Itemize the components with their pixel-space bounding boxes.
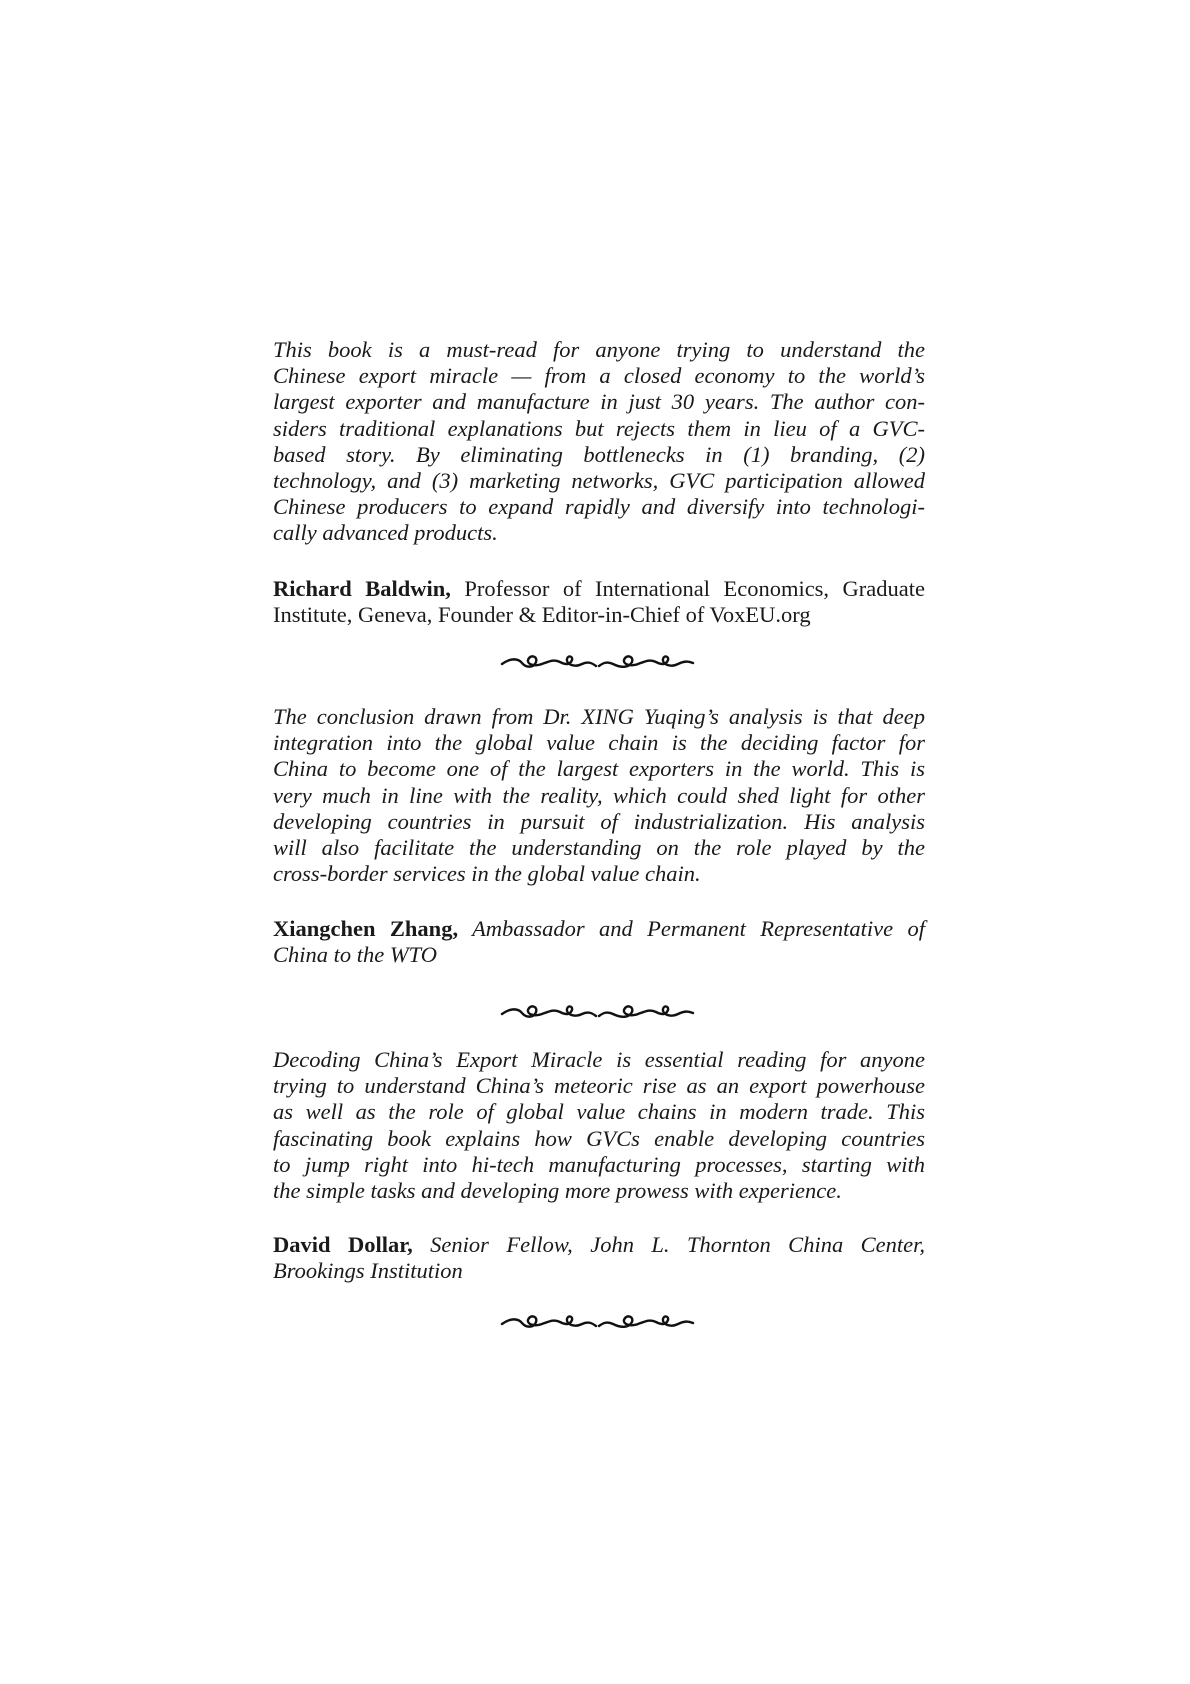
- quote-line: fascinating book explains how GVCs enable developing countries: [273, 1125, 925, 1151]
- attribution-line: [273, 1258, 925, 1284]
- quote-line: as well as the role of global value chains in modern trade. This: [273, 1099, 925, 1125]
- quote-line: The conclusion drawn from Dr. XING Yuqing’s analysis is that deep: [273, 704, 925, 729]
- ornament-divider-icon: [500, 1310, 695, 1334]
- endorsement-attribution: [273, 916, 925, 968]
- endorsement-attribution: [273, 576, 925, 628]
- quote-line: trying to understand China’s meteoric rise as an export powerhouse: [273, 1073, 925, 1099]
- quote-line: based story. By eliminating bottlenecks in (1) branding, (2): [273, 441, 925, 467]
- quote-line: very much in line with the reality, which could shed light for other: [273, 782, 925, 808]
- quote-line: to jump right into hi-tech manufacturing processes, starting with: [273, 1151, 925, 1177]
- quote-line: Chinese producers to expand rapidly and diversify into technologi-: [273, 494, 925, 520]
- author-title: Institute, Geneva, Founder & Editor-in-Chief of VoxEU.org: [273, 602, 811, 628]
- quote-line: integration into the global value chain is the deciding factor for: [273, 730, 925, 756]
- quote-line: China to become one of the largest exporters in the world. This is: [273, 756, 925, 782]
- quote-line: technology, and (3) marketing networks, GVC participation allowed: [273, 467, 925, 493]
- author-title: Ambassador and Permanent Representative of: [458, 916, 925, 941]
- quote-line: This book is a must-read for anyone trying to understand the: [273, 337, 925, 362]
- author-name: Xiangchen Zhang,: [273, 916, 459, 941]
- quote-line: cally advanced products.: [273, 520, 498, 546]
- author-title: Senior Fellow, John L. Thornton China Center,: [412, 1232, 925, 1257]
- author-name: David Dollar,: [273, 1232, 413, 1257]
- quote-line: largest exporter and manufacture in just 30 years. The author con-: [273, 389, 925, 415]
- author-title: Professor of International Economics, Graduate: [450, 576, 925, 601]
- attribution-line: [273, 1232, 925, 1258]
- ornament-divider-icon: [500, 650, 695, 674]
- author-title: Brookings Institution: [273, 1258, 463, 1284]
- endorsement-quote: [273, 1047, 925, 1204]
- author-name: Richard Baldwin,: [273, 576, 451, 601]
- quote-line: Chinese export miracle — from a closed economy to the world’s: [273, 363, 925, 389]
- quote-line: cross-border services in the global value chain.: [273, 861, 701, 887]
- quote-line: the simple tasks and developing more prowess with experience.: [273, 1177, 842, 1203]
- quote-line: will also facilitate the understanding on the role played by the: [273, 834, 925, 860]
- endorsement-quote: [273, 337, 925, 547]
- quote-line: siders traditional explanations but rejects them in lieu of a GVC-: [273, 415, 925, 441]
- endorsement-attribution: [273, 1232, 925, 1284]
- author-title: China to the WTO: [273, 942, 437, 968]
- endorsement-quote: [273, 704, 925, 887]
- attribution-line: [273, 916, 925, 942]
- quote-line: Decoding China’s Export Miracle is essential reading for anyone: [273, 1047, 925, 1072]
- attribution-line: [273, 602, 925, 628]
- attribution-line: [273, 576, 925, 602]
- quote-line: developing countries in pursuit of industrialization. His analysis: [273, 808, 925, 834]
- attribution-line: [273, 942, 925, 968]
- ornament-divider-icon: [500, 1000, 695, 1024]
